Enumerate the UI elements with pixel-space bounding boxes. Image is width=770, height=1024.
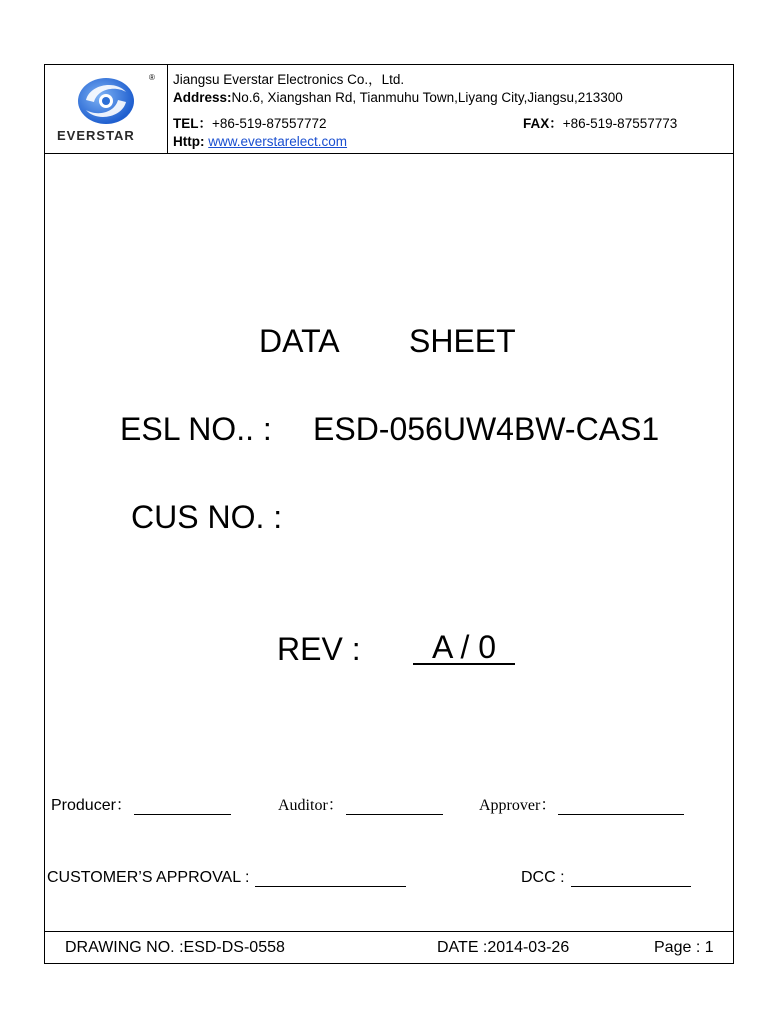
page-number: Page : 1 xyxy=(654,939,714,956)
contact-line xyxy=(173,112,713,132)
website-line xyxy=(173,134,347,149)
fax-group xyxy=(523,112,677,132)
approver-signature-line[interactable] xyxy=(558,798,684,815)
http-label: Http: xyxy=(173,134,205,149)
logo-cell xyxy=(45,65,168,153)
tel-label: TEL： xyxy=(173,116,212,131)
approver-label: Approver： xyxy=(479,797,557,814)
date: DATE :2014-03-26 xyxy=(437,939,570,956)
fax-value: +86-519-87557773 xyxy=(562,116,678,131)
auditor-label: Auditor： xyxy=(278,797,344,814)
producer-field xyxy=(51,792,231,815)
registered-mark: ® xyxy=(149,73,155,82)
address-value: No.6, Xiangshan Rd, Tianmuhu Town,Liyang City,Jiangsu,213300 xyxy=(231,90,623,105)
esl-no-value: ESD-056UW4BW-CAS1 xyxy=(313,411,660,447)
rev-value: A / 0 xyxy=(413,631,515,665)
producer-label: Producer： xyxy=(51,797,132,814)
cus-no-label: CUS NO. : xyxy=(131,499,283,535)
drawing-no: DRAWING NO. :ESD-DS-0558 xyxy=(65,939,285,956)
auditor-field xyxy=(278,792,443,815)
dcc-field xyxy=(521,869,691,887)
company-name: Jiangsu Everstar Electronics Co.，Ltd. xyxy=(173,72,405,87)
dcc-line[interactable] xyxy=(571,870,691,887)
customer-approval-label: CUSTOMER’S APPROVAL : xyxy=(47,869,250,886)
tel-value: +86-519-87557772 xyxy=(212,116,327,131)
logo-wordmark: EVERSTAR xyxy=(57,128,135,143)
customer-approval-field xyxy=(47,869,406,887)
esl-no-label: ESL NO.. : xyxy=(120,411,272,447)
footer xyxy=(45,931,733,964)
title-data: DATA xyxy=(259,323,340,359)
dcc-label: DCC : xyxy=(521,869,565,886)
title-sheet: SHEET xyxy=(409,323,516,359)
customer-approval-line[interactable] xyxy=(255,870,406,887)
rev-label: REV : xyxy=(277,631,361,667)
address-line xyxy=(173,90,623,105)
company-header xyxy=(45,65,733,154)
auditor-signature-line[interactable] xyxy=(346,798,443,815)
approver-field xyxy=(479,792,684,815)
address-label: Address: xyxy=(173,90,232,105)
document-frame xyxy=(44,64,734,964)
fax-label: FAX： xyxy=(523,116,563,131)
producer-signature-line[interactable] xyxy=(134,798,231,815)
everstar-logo-icon xyxy=(76,76,136,126)
website-link[interactable]: www.everstarelect.com xyxy=(208,134,348,149)
